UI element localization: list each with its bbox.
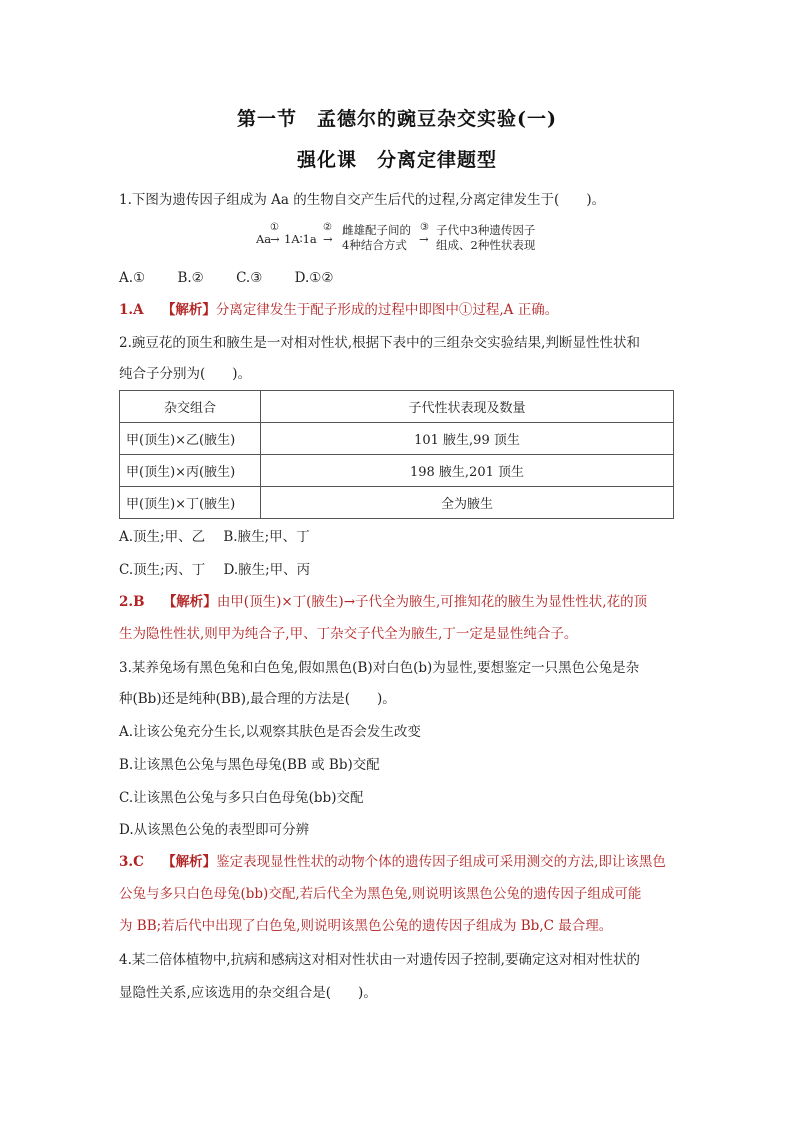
page-subtitle: 强化课 分离定律题型 [296, 149, 497, 171]
question-2-options-line2 [119, 560, 679, 580]
option-c: C.③ [236, 270, 263, 286]
diagram-box3-line1: 子代中3种遗传因子 [436, 223, 536, 237]
answer-text: 由甲(顶生)×丁(腋生)→子代全为腋生,可推知花的腋生为显性性状,花的顶 [216, 594, 648, 610]
table-row [120, 423, 674, 455]
table-cell: 甲(顶生)×乙(腋生) [120, 423, 261, 455]
question-3-answer-line1 [119, 852, 679, 872]
diagram-box2-line2: 4种结合方式 [342, 238, 407, 252]
question-3-stem-line2: 种(Bb)还是纯种(BB),最合理的方法是( )。 [119, 691, 396, 707]
answer-number: 2.B [119, 594, 145, 610]
option-a: A.顶生;甲、乙 [119, 529, 206, 545]
option-b: B.② [177, 270, 204, 286]
question-2-options-line1 [119, 527, 679, 547]
question-1-options [119, 268, 679, 288]
table-cell: 甲(顶生)×丙(腋生) [120, 455, 261, 487]
analysis-tag: 【解析】 [161, 302, 216, 318]
diagram-step-3: ③ [420, 222, 429, 233]
question-3-answer-line3: 为 BB;若后代中出现了白色兔,则说明该黑色公兔的遗传因子组成为 Bb,C 最合理。 [119, 918, 613, 934]
table-header: 子代性状表现及数量 [261, 391, 674, 423]
diagram-start: Aa [256, 232, 272, 246]
option-c: C.顶生;丙、丁 [119, 562, 206, 578]
question-3-answer-line2: 公兔与多只白色母兔(bb)交配,若后代全为黑色兔,则说明该黑色公兔的遗传因子组成可能 [119, 886, 642, 902]
question-2-stem-line2: 纯合子分别为( )。 [119, 366, 252, 382]
question-4-stem-line2: 显隐性关系,应该选用的杂交组合是( )。 [119, 985, 377, 1001]
question-3-option-c: C.让该黑色公兔与多只白色母兔(bb)交配 [119, 790, 364, 806]
table-header: 杂交组合 [120, 391, 261, 423]
question-4-stem-line1: 4.某二倍体植物中,抗病和感病这对相对性状由一对遗传因子控制,要确定这对相对性状的 [119, 952, 640, 968]
table-header-row [120, 391, 674, 423]
table-cell: 全为腋生 [261, 487, 674, 519]
question-3-option-b: B.让该黑色公兔与黑色母兔(BB 或 Bb)交配 [119, 757, 380, 773]
cross-results-table [119, 390, 674, 519]
question-3-stem-line1: 3.某养兔场有黑色兔和白色兔,假如黑色(B)对白色(b)为显性,要想鉴定一只黑色公兔是杂 [119, 660, 640, 676]
option-b: B.腋生;甲、丁 [223, 529, 310, 545]
answer-number: 3.C [119, 854, 144, 870]
process-diagram [256, 222, 556, 256]
table-row [120, 487, 674, 519]
arrow-1-icon: → [270, 232, 280, 246]
diagram-box2-line1: 雌雄配子间的 [342, 223, 411, 237]
answer-text: 分离定律发生于配子形成的过程中即图中①过程,A 正确。 [215, 302, 559, 318]
diagram-step-2: ② [323, 222, 332, 233]
analysis-tag: 【解析】 [162, 594, 217, 610]
question-3-option-a: A.让该公兔充分生长,以观察其肤色是否会发生改变 [119, 724, 421, 740]
table-cell: 101 腋生,99 顶生 [261, 423, 674, 455]
option-d: D.腋生;甲、丙 [223, 562, 311, 578]
option-a: A.① [119, 270, 146, 286]
question-2-answer-line1 [119, 592, 679, 612]
arrow-2-icon: → [323, 232, 333, 246]
diagram-ratio: 1A∶1a [284, 232, 317, 246]
table-cell: 甲(顶生)×丁(腋生) [120, 487, 261, 519]
option-d: D.①② [294, 270, 334, 286]
page-title: 第一节 孟德尔的豌豆杂交实验(一) [237, 108, 557, 130]
arrow-3-icon: → [419, 232, 429, 246]
question-2-answer-line2: 生为隐性性状,则甲为纯合子,甲、丁杂交子代全为腋生,丁一定是显性纯合子。 [119, 626, 578, 642]
table-row [120, 455, 674, 487]
diagram-step-1: ① [270, 222, 279, 233]
question-2-stem-line1: 2.豌豆花的顶生和腋生是一对相对性状,根据下表中的三组杂交实验结果,判断显性性状和 [119, 335, 640, 351]
answer-text: 鉴定表现显性性状的动物个体的遗传因子组成可采用测交的方法,即让该黑色 [216, 854, 666, 870]
question-1-answer [119, 300, 679, 320]
table-cell: 198 腋生,201 顶生 [261, 455, 674, 487]
question-1-stem: 1.下图为遗传因子组成为 Aa 的生物自交产生后代的过程,分离定律发生于( )。 [119, 192, 606, 208]
diagram-box3-line2: 组成、2种性状表现 [436, 238, 536, 252]
question-3-option-d: D.从该黑色公兔的表型即可分辨 [119, 822, 310, 838]
answer-number: 1.A [119, 302, 144, 318]
analysis-tag: 【解析】 [162, 854, 217, 870]
